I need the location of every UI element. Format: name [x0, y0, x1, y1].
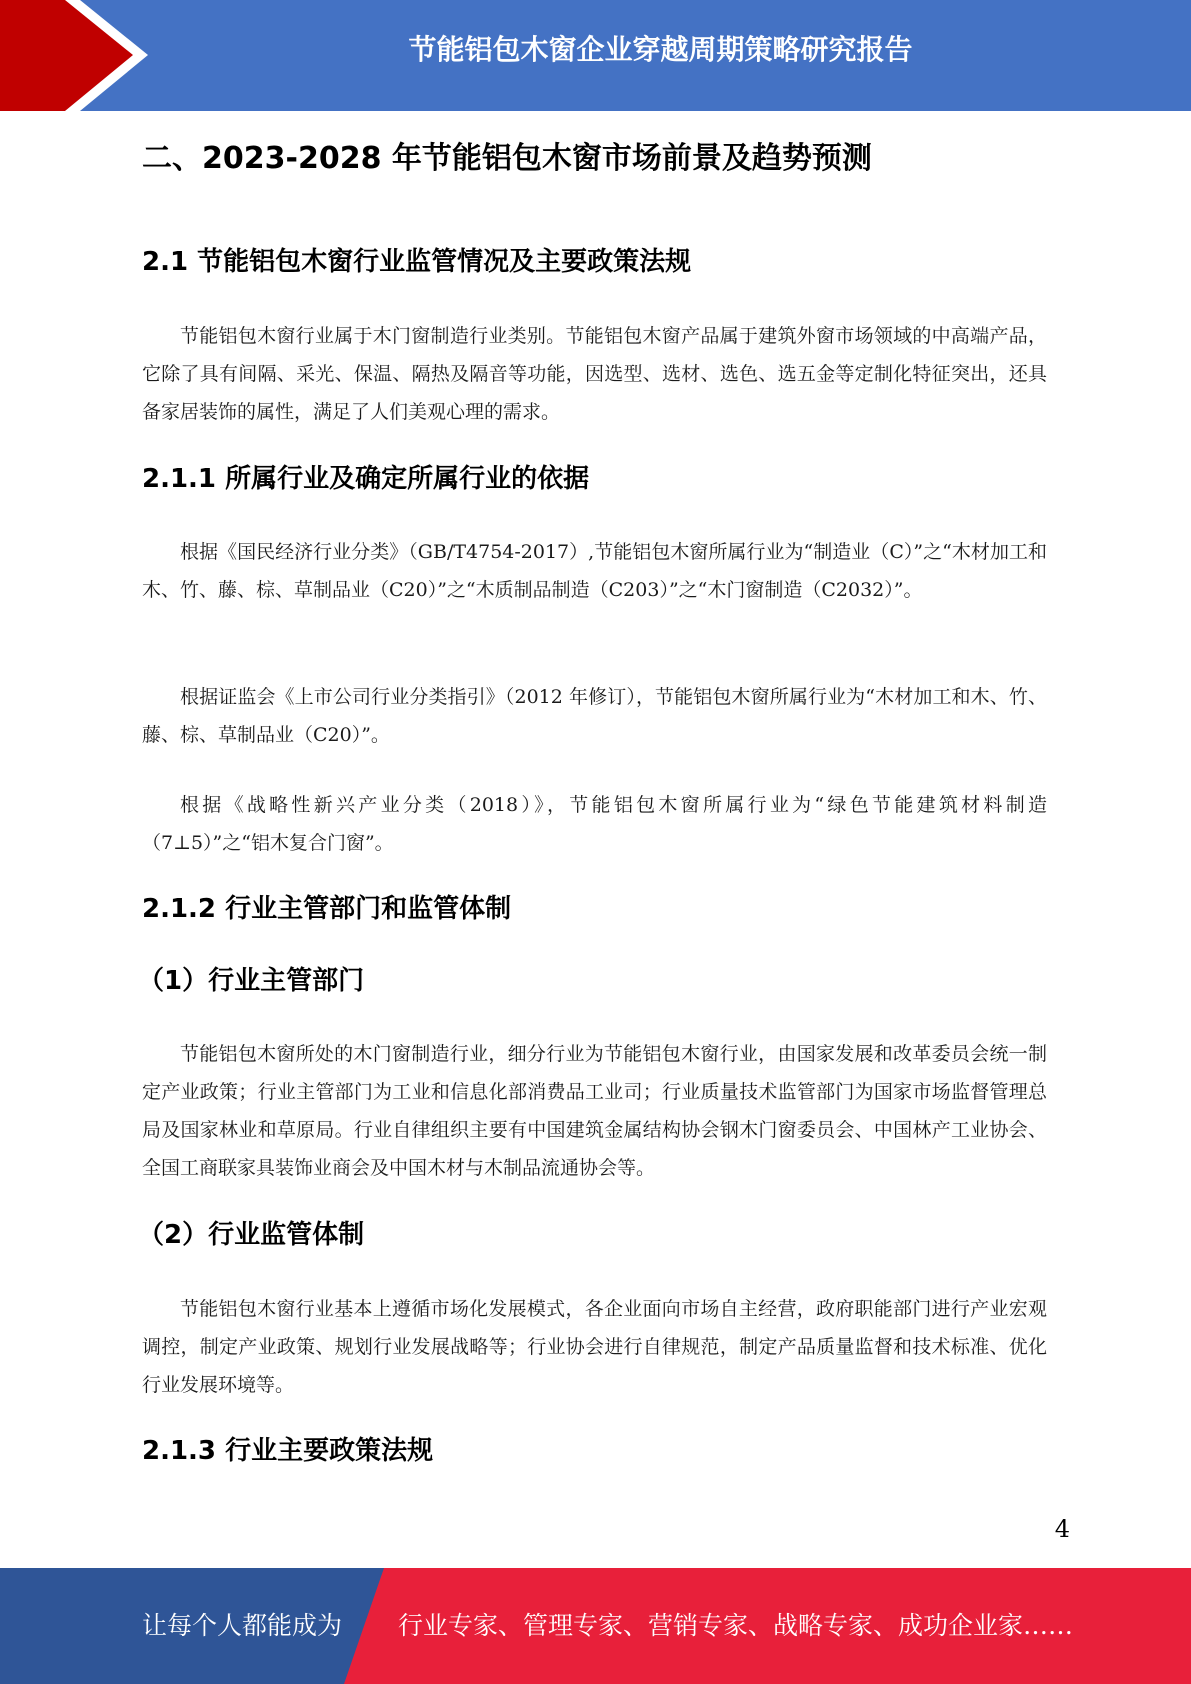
subsection-2-1-1-paragraph-1: 根据《国民经济行业分类》（GB/T4754-2017）,节能铝包木窗所属行业为“制造业（C）”之“木材加工和木、竹、藤、棕、草制品业（C20）”之“木质制品制造（C203）”之“木门窗制造（C2032）”。 — [142, 541, 1047, 601]
footer-slogan-right: 行业专家、管理专家、营销专家、战略专家、成功企业家…… — [398, 1611, 1074, 1640]
footer-slogan-left: 让每个人都能成为 — [142, 1611, 343, 1640]
item-1-paragraph: 节能铝包木窗所处的木门窗制造行业，细分行业为节能铝包木窗行业，由国家发展和改革委员会统一制定产业政策；行业主管部门为工业和信息化部消费品工业司；行业质量技术监管部门为国家市场监督管理总局及国家林业和草原局。行业自律组织主要有中国建筑金属结构协会钢木门窗委员会、中国林产工业协会、全国工商联家具装饰业商会及中国木材与木制品流通协会等。 — [142, 1043, 1047, 1179]
item-2-paragraph: 节能铝包木窗行业基本上遵循市场化发展模式，各企业面向市场自主经营，政府职能部门进行产业宏观调控，制定产业政策、规划行业发展战略等；行业协会进行自律规范，制定产品质量监督和技术标准、优化行业发展环境等。 — [142, 1298, 1047, 1396]
section-title: 二、2023-2028 年节能铝包木窗市场前景及趋势预测 — [142, 141, 872, 176]
item-1-title: （1）行业主管部门 — [138, 966, 365, 996]
subsection-2-1-1-paragraph-3: 根据《战略性新兴产业分类（2018）》，节能铝包木窗所属行业为“绿色节能建筑材料制造（7⊥5）”之“铝木复合门窗”。 — [142, 794, 1047, 854]
subsection-2-1-3-title: 2.1.3 行业主要政策法规 — [142, 1436, 434, 1466]
header-title: 节能铝包木窗企业穿越周期策略研究报告 — [408, 33, 913, 66]
subsection-2-1-title: 2.1 节能铝包木窗行业监管情况及主要政策法规 — [142, 247, 692, 277]
page-number: 4 — [1054, 1515, 1070, 1543]
subsection-2-1-2-title: 2.1.2 行业主管部门和监管体制 — [142, 894, 512, 924]
subsection-2-1-paragraph: 节能铝包木窗行业属于木门窗制造行业类别。节能铝包木窗产品属于建筑外窗市场领域的中高端产品，它除了具有间隔、采光、保温、隔热及隔音等功能，因选型、选材、选色、选五金等定制化特征突出，还具备家居装饰的属性，满足了人们美观心理的需求。 — [142, 325, 1047, 423]
item-2-title: （2）行业监管体制 — [138, 1220, 365, 1250]
subsection-2-1-1-paragraph-2: 根据证监会《上市公司行业分类指引》（2012 年修订），节能铝包木窗所属行业为“木材加工和木、竹、藤、棕、草制品业（C20）”。 — [142, 686, 1047, 746]
page-header — [0, 0, 1191, 111]
subsection-2-1-1-title: 2.1.1 所属行业及确定所属行业的依据 — [142, 464, 590, 494]
page-footer — [0, 1568, 1191, 1684]
